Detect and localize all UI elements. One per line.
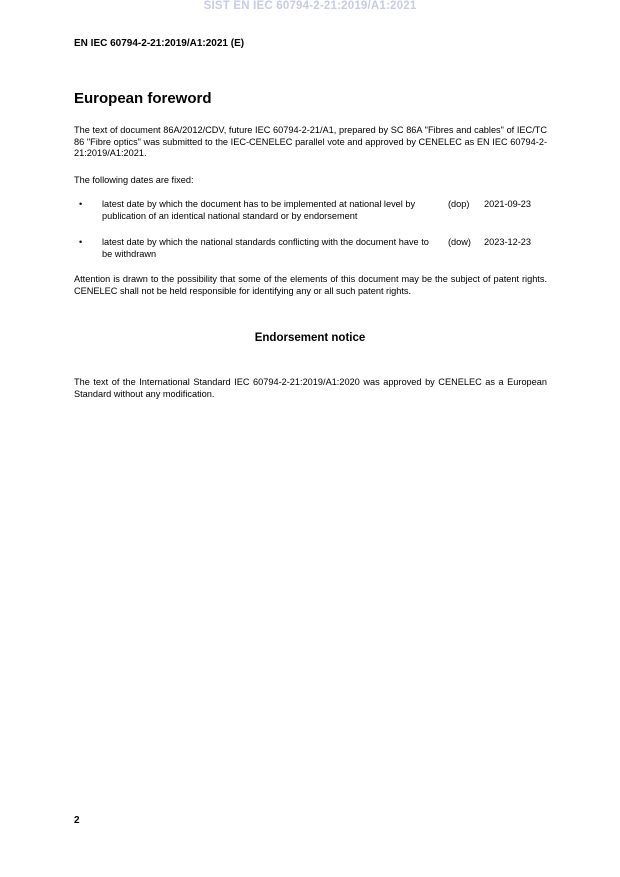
date-description: latest date by which the national standards conflicting with the document have to be withdrawn	[102, 237, 429, 259]
date-list-item-dop	[74, 199, 547, 225]
date-abbreviation: (dow)	[448, 237, 471, 247]
endorsement-paragraph: The text of the International Standard IEC 60794-2-21:2019/A1:2020 was approved by CENELEC as a European Standard without any modification.	[74, 377, 547, 399]
bullet-icon: •	[79, 199, 83, 209]
bullet-icon: •	[79, 237, 83, 247]
foreword-heading: European foreword	[74, 90, 212, 107]
endorsement-heading: Endorsement notice	[254, 332, 366, 344]
date-abbreviation: (dop)	[448, 199, 470, 209]
dates-intro-paragraph: The following dates are fixed:	[74, 175, 194, 185]
date-value: 2023-12-23	[484, 237, 531, 247]
foreword-intro-paragraph: The text of document 86A/2012/CDV, future IEC 60794-2-21/A1, prepared by SC 86A "Fibres and cables" of IEC/TC 86 "Fibre optics" was submitted to the IEC-CENELEC parallel vote and approved by CENELEC as EN IEC 60794-2-21:2019/A1:2021.	[74, 125, 547, 159]
document-identifier: EN IEC 60794-2-21:2019/A1:2021 (E)	[74, 38, 245, 49]
page-number: 2	[74, 815, 80, 826]
patent-attention-paragraph: Attention is drawn to the possibility that some of the elements of this document may be the subject of patent rights. CENELEC shall not be held responsible for identifying any or all such patent rights.	[74, 274, 547, 296]
watermark: SIST EN IEC 60794-2-21:2019/A1:2021	[203, 0, 417, 12]
date-value: 2021-09-23	[484, 199, 531, 209]
date-description: latest date by which the document has to be implemented at national level by publication of an identical national standard or by endorsement	[102, 199, 416, 221]
date-list-item-dow	[74, 237, 547, 263]
